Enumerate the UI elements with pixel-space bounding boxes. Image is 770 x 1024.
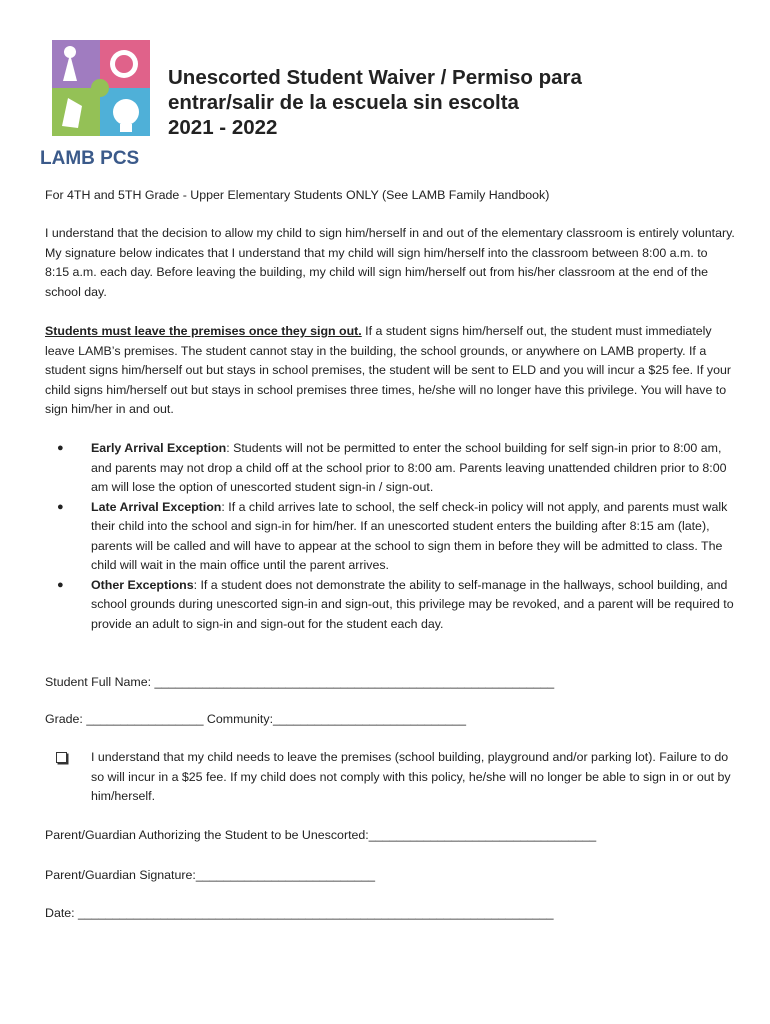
list-item — [45, 498, 735, 576]
acknowledgement-text: I understand that my child needs to leave the premises (school building, playground and/or parking lot). Failure to do so will incur in a $25 fee. If my child does not comply with this policy, he/she will no longer be able to sign in or out by him/herself. — [91, 750, 731, 803]
intro-paragraph: For 4TH and 5TH Grade - Upper Elementary Students ONLY (See LAMB Family Handbook) — [45, 188, 550, 202]
list-item — [45, 576, 735, 635]
exception-label: Late Arrival Exception — [91, 499, 222, 514]
voluntary-paragraph: I understand that the decision to allow my child to sign him/herself in and out of the elementary classroom is entirely voluntary. My signature below indicates that I understand that my child will sign him/herself into the classroom between 8:00 a.m. to 8:15 a.m. each day. Before leaving the building, my child will sign him/herself out from his/her classroom at the end of the school day. — [45, 226, 735, 299]
document-title — [168, 65, 728, 140]
exception-label: Early Arrival Exception — [91, 441, 227, 455]
exception-text: : If a student does not demonstrate the ability to self-manage in the hallways, school building, and school grounds during unescorted sign-in and sign-out, this privilege may be revoked, and a parent will be required to provide an adult to sign-in and sign-out for the student each day. — [91, 577, 734, 631]
exceptions-list — [45, 439, 735, 634]
svg-text:LAMB PCS: LAMB PCS — [40, 148, 140, 169]
premises-rule-heading: Students must leave the premises once they sign out. — [45, 324, 362, 338]
title-line-1: Unescorted Student Waiver / Permiso para — [168, 66, 582, 89]
authorizing-guardian-field[interactable]: Parent/Guardian Authorizing the Student to be Unescorted:_________________________________ — [45, 828, 597, 842]
date-field[interactable]: Date: _____________________________________________________________________ — [45, 906, 554, 920]
checkbox-icon[interactable] — [56, 752, 67, 763]
lamb-pcs-logo — [38, 36, 158, 171]
grade-community-field[interactable]: Grade: _________________ Community:____________________________ — [45, 712, 466, 726]
premises-rule-text: If a student signs him/herself out, the student must immediately leave LAMB’s premises. The student cannot stay in the building, the school grounds, or anywhere on LAMB property. If a student signs him/herself out but stays in school premises, the student will be sent to ELD and you will incur a $25 fee. If your child signs him/herself out but stays in school premises three times, he/she will no longer have this privilege. You will have to sign him/her in and out. — [45, 324, 731, 416]
exception-text: : If a child arrives late to school, the self check-in policy will not apply, and parents must walk their child into the school and sign-in for him/her. If an unescorted student enters the building after 8:15 am (late), parents will be called and will have to appear at the school to sign them in before they will be admitted to class. The child will wait in the main office until the parent arrives. — [91, 499, 728, 572]
exception-label: Other Exceptions — [91, 577, 194, 592]
bullet-icon: ● — [57, 442, 64, 454]
acknowledgement-checkbox-row — [45, 748, 735, 807]
guardian-signature-field[interactable]: Parent/Guardian Signature:__________________________ — [45, 868, 376, 882]
exception-text: : Students will not be permitted to enter the school building for self sign-in prior to 8:00 am, and parents may not drop a child off at the school prior to 8:00 am. Parents leaving unattended children prior to 8:00 am will lose the option of unescorted student sign-in / sign-out. — [91, 441, 727, 494]
student-name-field[interactable]: Student Full Name: __________________________________________________________ — [45, 675, 555, 689]
title-line-2: entrar/salir de la escuela sin escolta — [168, 91, 519, 114]
title-line-3: 2021 - 2022 — [168, 116, 278, 139]
list-item — [45, 439, 735, 498]
premises-paragraph — [45, 322, 735, 420]
bullet-icon: ● — [57, 500, 64, 513]
bullet-icon: ● — [57, 578, 64, 591]
